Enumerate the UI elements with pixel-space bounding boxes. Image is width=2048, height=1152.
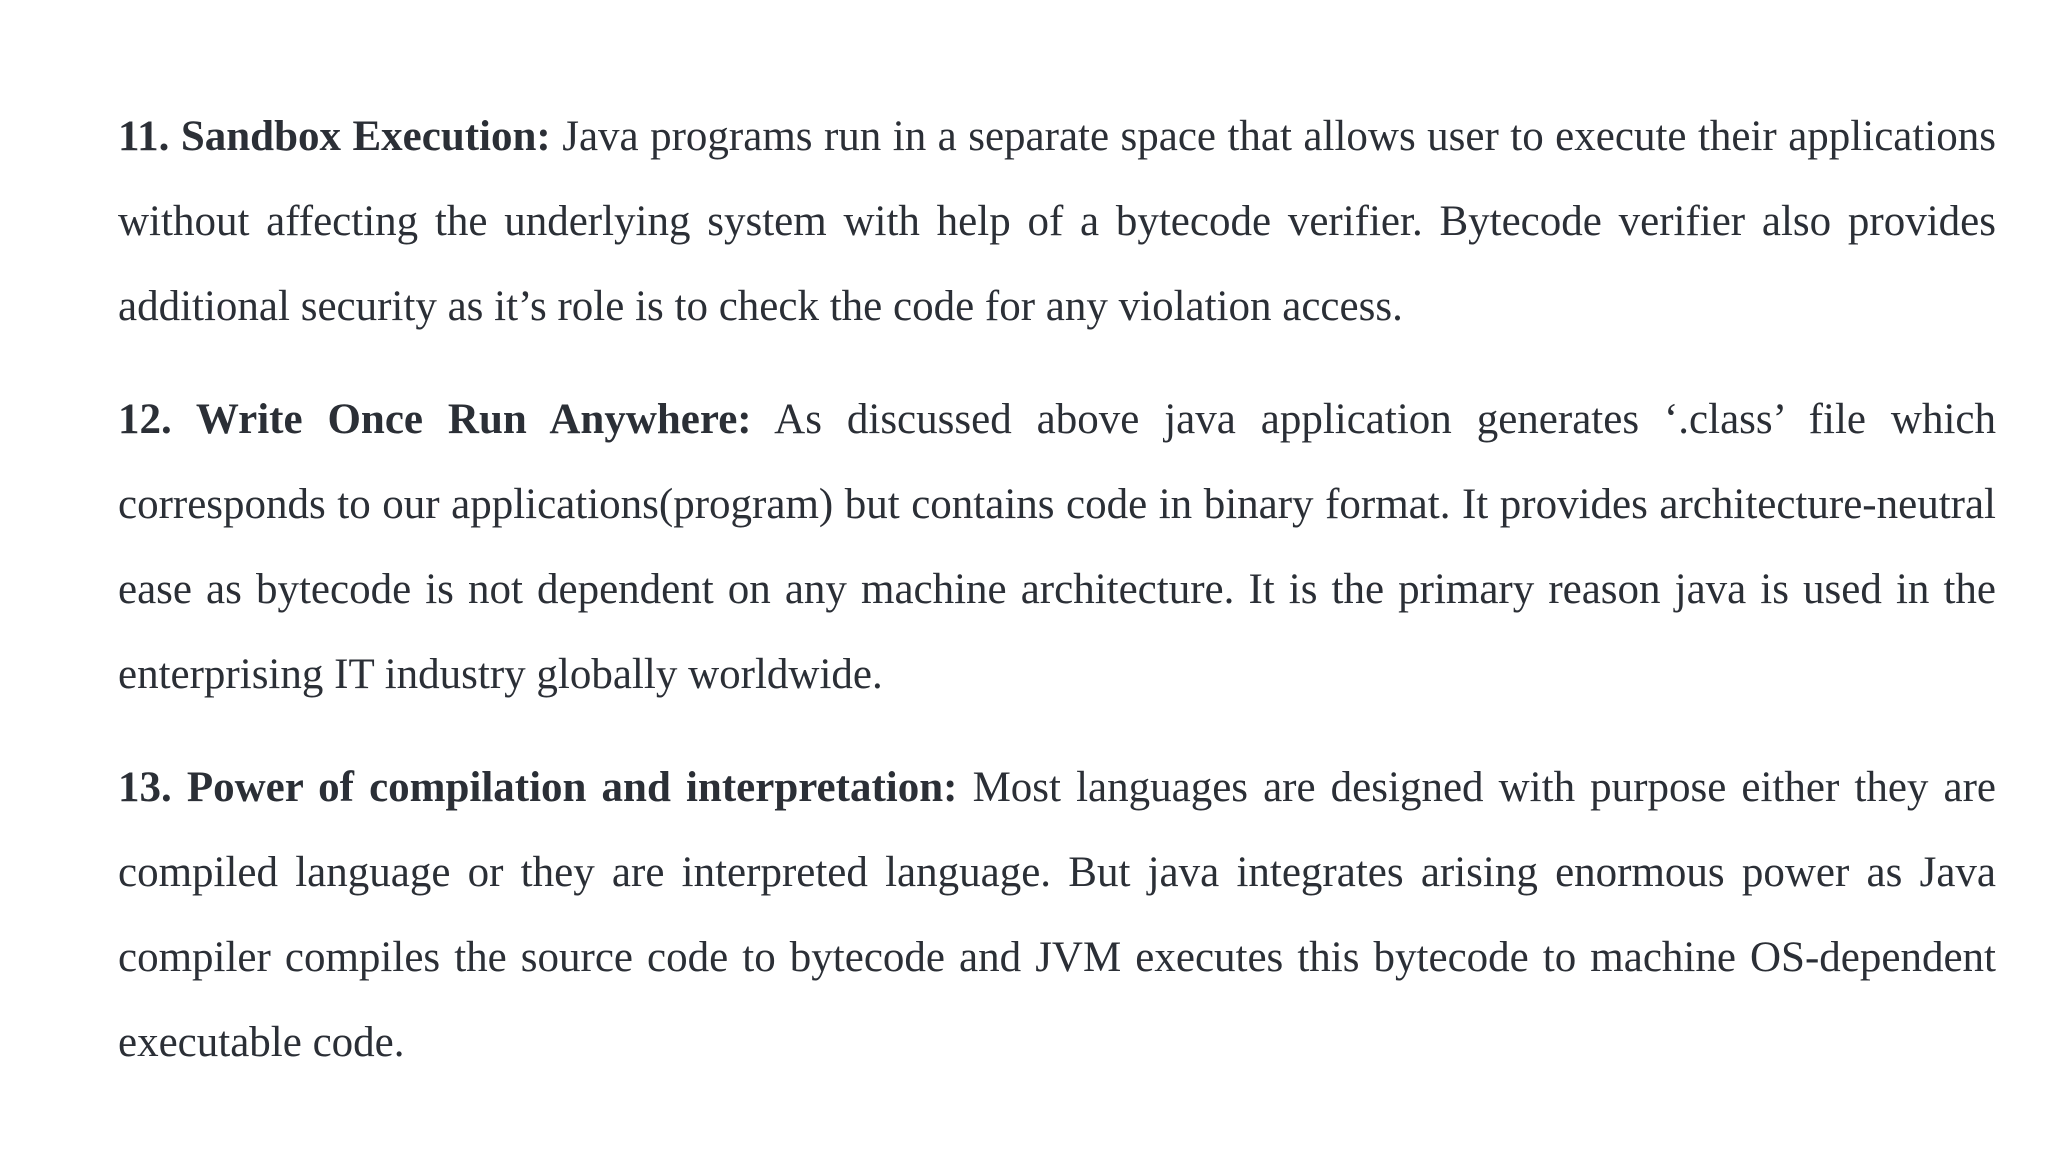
paragraph-text: Most languages are designed with purpose either they are compiled language or they are interpreted language. But java integrates arising enormous power as Java compiler compiles the source code to bytecode and JVM executes this bytecode to machine OS-dependent executable code. [118, 764, 1996, 1066]
paragraph-heading: 13. Power of compilation and interpretation: [118, 764, 958, 811]
document-page [118, 94, 1996, 1113]
paragraph-heading: 12. Write Once Run Anywhere: [118, 396, 752, 443]
paragraph-write-once-run-anywhere [118, 377, 1996, 717]
paragraph-text: Java programs run in a separate space that allows user to execute their applications without affecting the underlying system with help of a bytecode verifier. Bytecode verifier also provides additional security as it’s role is to check the code for any violation access. [118, 113, 1996, 330]
paragraph-heading: 11. Sandbox Execution: [118, 113, 551, 160]
paragraph-sandbox-execution [118, 94, 1996, 349]
paragraph-text: As discussed above java application generates ‘.class’ file which corresponds to our applications(program) but contains code in binary format. It provides architecture-neutral ease as bytecode is not dependent on any machine architecture. It is the primary reason java is used in the enterprising IT industry globally worldwide. [118, 396, 1996, 698]
paragraph-compilation-interpretation [118, 745, 1996, 1085]
